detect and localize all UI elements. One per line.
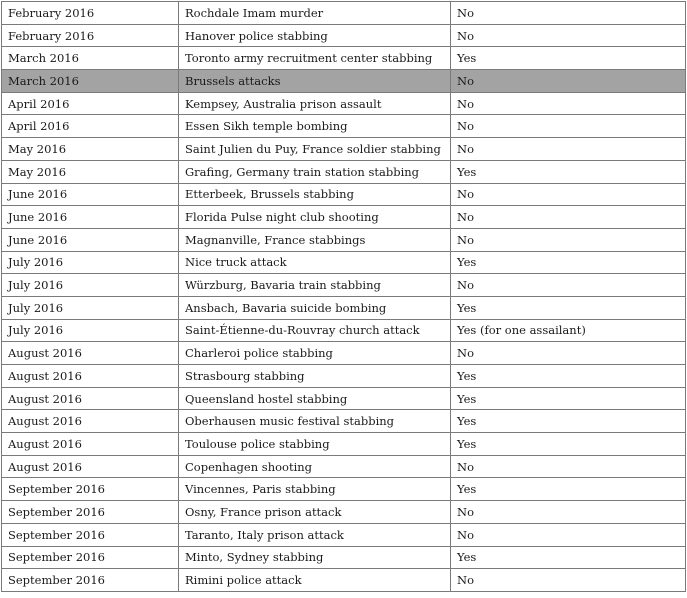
value-cell: No <box>451 342 686 365</box>
date-cell: February 2016 <box>2 24 179 47</box>
table-row <box>2 387 686 410</box>
date-cell: June 2016 <box>2 206 179 229</box>
value-cell: No <box>451 455 686 478</box>
table-row <box>2 92 686 115</box>
date-cell: April 2016 <box>2 115 179 138</box>
event-cell: Kempsey, Australia prison assault <box>179 92 451 115</box>
value-cell: No <box>451 138 686 161</box>
value-cell: No <box>451 569 686 592</box>
event-cell: Rimini police attack <box>179 569 451 592</box>
value-cell: No <box>451 274 686 297</box>
date-cell: June 2016 <box>2 183 179 206</box>
table-row <box>2 70 686 93</box>
attacks-table <box>1 1 686 592</box>
event-cell: Saint Julien du Puy, France soldier stabbing <box>179 138 451 161</box>
date-cell: August 2016 <box>2 455 179 478</box>
value-cell: No <box>451 501 686 524</box>
event-cell: Grafing, Germany train station stabbing <box>179 160 451 183</box>
date-cell: July 2016 <box>2 274 179 297</box>
table-row <box>2 433 686 456</box>
attacks-table-body <box>2 2 686 592</box>
date-cell: June 2016 <box>2 228 179 251</box>
value-cell: Yes (for one assailant) <box>451 319 686 342</box>
value-cell: Yes <box>451 251 686 274</box>
table-row <box>2 251 686 274</box>
event-cell: Hanover police stabbing <box>179 24 451 47</box>
event-cell: Strasbourg stabbing <box>179 365 451 388</box>
event-cell: Charleroi police stabbing <box>179 342 451 365</box>
event-cell: Florida Pulse night club shooting <box>179 206 451 229</box>
table-row <box>2 365 686 388</box>
table-row <box>2 342 686 365</box>
table-row <box>2 546 686 569</box>
value-cell: No <box>451 523 686 546</box>
table-row <box>2 160 686 183</box>
event-cell: Würzburg, Bavaria train stabbing <box>179 274 451 297</box>
table-row <box>2 455 686 478</box>
date-cell: August 2016 <box>2 342 179 365</box>
event-cell: Oberhausen music festival stabbing <box>179 410 451 433</box>
table-row <box>2 274 686 297</box>
date-cell: May 2016 <box>2 160 179 183</box>
table-row <box>2 319 686 342</box>
value-cell: Yes <box>451 478 686 501</box>
value-cell: No <box>451 206 686 229</box>
event-cell: Rochdale Imam murder <box>179 2 451 25</box>
value-cell: No <box>451 70 686 93</box>
date-cell: March 2016 <box>2 70 179 93</box>
value-cell: No <box>451 228 686 251</box>
table-row <box>2 2 686 25</box>
date-cell: April 2016 <box>2 92 179 115</box>
value-cell: Yes <box>451 433 686 456</box>
value-cell: Yes <box>451 296 686 319</box>
table-row <box>2 523 686 546</box>
date-cell: July 2016 <box>2 251 179 274</box>
table-row <box>2 478 686 501</box>
date-cell: March 2016 <box>2 47 179 70</box>
table-row <box>2 410 686 433</box>
date-cell: August 2016 <box>2 387 179 410</box>
table-row <box>2 24 686 47</box>
table-row <box>2 138 686 161</box>
table-row <box>2 569 686 592</box>
event-cell: Copenhagen shooting <box>179 455 451 478</box>
table-row <box>2 206 686 229</box>
event-cell: Toronto army recruitment center stabbing <box>179 47 451 70</box>
date-cell: February 2016 <box>2 2 179 25</box>
value-cell: Yes <box>451 387 686 410</box>
event-cell: Vincennes, Paris stabbing <box>179 478 451 501</box>
value-cell: No <box>451 24 686 47</box>
date-cell: August 2016 <box>2 365 179 388</box>
date-cell: August 2016 <box>2 410 179 433</box>
event-cell: Nice truck attack <box>179 251 451 274</box>
date-cell: September 2016 <box>2 569 179 592</box>
value-cell: Yes <box>451 546 686 569</box>
table-row <box>2 115 686 138</box>
table-row <box>2 296 686 319</box>
value-cell: No <box>451 92 686 115</box>
table-row <box>2 183 686 206</box>
value-cell: No <box>451 183 686 206</box>
event-cell: Essen Sikh temple bombing <box>179 115 451 138</box>
date-cell: September 2016 <box>2 478 179 501</box>
value-cell: Yes <box>451 410 686 433</box>
date-cell: September 2016 <box>2 523 179 546</box>
event-cell: Osny, France prison attack <box>179 501 451 524</box>
event-cell: Toulouse police stabbing <box>179 433 451 456</box>
date-cell: May 2016 <box>2 138 179 161</box>
value-cell: Yes <box>451 160 686 183</box>
value-cell: No <box>451 2 686 25</box>
event-cell: Magnanville, France stabbings <box>179 228 451 251</box>
event-cell: Ansbach, Bavaria suicide bombing <box>179 296 451 319</box>
date-cell: August 2016 <box>2 433 179 456</box>
date-cell: July 2016 <box>2 296 179 319</box>
table-row <box>2 228 686 251</box>
table-row <box>2 47 686 70</box>
table-row <box>2 501 686 524</box>
date-cell: July 2016 <box>2 319 179 342</box>
event-cell: Minto, Sydney stabbing <box>179 546 451 569</box>
date-cell: September 2016 <box>2 501 179 524</box>
event-cell: Saint-Étienne-du-Rouvray church attack <box>179 319 451 342</box>
value-cell: Yes <box>451 47 686 70</box>
value-cell: No <box>451 115 686 138</box>
date-cell: September 2016 <box>2 546 179 569</box>
event-cell: Etterbeek, Brussels stabbing <box>179 183 451 206</box>
event-cell: Brussels attacks <box>179 70 451 93</box>
event-cell: Taranto, Italy prison attack <box>179 523 451 546</box>
event-cell: Queensland hostel stabbing <box>179 387 451 410</box>
value-cell: Yes <box>451 365 686 388</box>
